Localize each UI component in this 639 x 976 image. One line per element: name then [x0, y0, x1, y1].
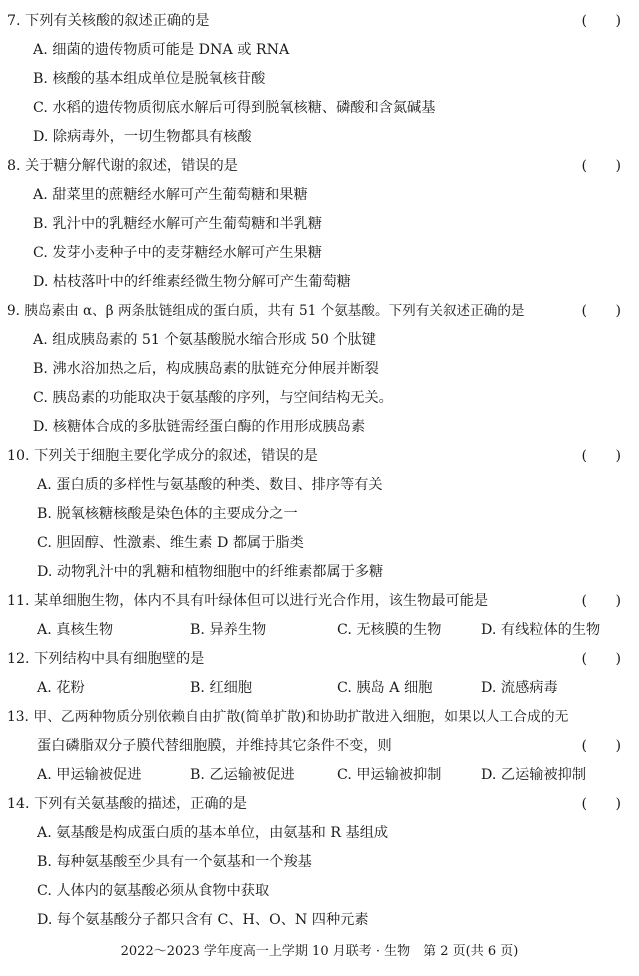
- question-8-stem: 8. 关于糖分解代谢的叙述，错误的是: [7, 158, 238, 174]
- question-13-answer-bracket: ( ): [581, 738, 621, 754]
- question-8-option-a: A. 甜菜里的蔗糖经水解可产生葡萄糖和果糖: [33, 187, 308, 203]
- question-11-stem: 11. 某单细胞生物，体内不具有叶绿体但可以进行光合作用，该生物最可能是: [7, 593, 489, 609]
- question-8-option-d: D. 枯枝落叶中的纤维素经微生物分解可产生葡萄糖: [33, 274, 351, 290]
- question-12-options-row: [0, 679, 639, 697]
- question-10-option-d: D. 动物乳汁中的乳糖和植物细胞中的纤维素都属于多糖: [37, 564, 384, 580]
- question-7-option-a: A. 细菌的遗传物质可能是 DNA 或 RNA: [33, 42, 290, 58]
- question-13-stem: 13. 甲、乙两种物质分别依赖自由扩散(简单扩散)和协助扩散进入细胞，如果以人工合成的无: [7, 709, 569, 725]
- question-7-stem: 7. 下列有关核酸的叙述正确的是: [7, 13, 210, 29]
- question-14-option-c: C. 人体内的氨基酸必须从食物中获取: [37, 883, 270, 899]
- question-14-option-d: D. 每个氨基酸分子都只含有 C、H、O、N 四种元素: [37, 912, 369, 928]
- question-13-option-b: B. 乙运输被促进: [190, 767, 295, 783]
- question-11-options-row: [0, 621, 639, 639]
- question-13-option-a: A. 甲运输被促进: [37, 767, 142, 783]
- question-12-option-c: C. 胰岛 A 细胞: [337, 680, 433, 696]
- question-10-answer-bracket: ( ): [581, 448, 621, 464]
- page-footer: 2022～2023 学年度高一上学期 10 月联考 · 生物 第 2 页(共 6 页): [120, 944, 519, 959]
- question-12-option-d: D. 流感病毒: [481, 680, 558, 696]
- question-12-option-b: B. 红细胞: [190, 680, 253, 696]
- question-7-option-b: B. 核酸的基本组成单位是脱氧核苷酸: [33, 71, 266, 87]
- question-9-option-d: D. 核糖体合成的多肽链需经蛋白酶的作用形成胰岛素: [33, 419, 366, 435]
- question-9-option-c: C. 胰岛素的功能取决于氨基酸的序列，与空间结构无关。: [33, 390, 393, 406]
- question-11-option-d: D. 有线粒体的生物: [481, 622, 601, 638]
- question-9-answer-bracket: ( ): [581, 303, 621, 319]
- question-8-answer-bracket: ( ): [581, 158, 621, 174]
- question-11-option-c: C. 无核膜的生物: [337, 622, 442, 638]
- question-7-answer-bracket: ( ): [581, 13, 621, 29]
- question-14-answer-bracket: ( ): [581, 796, 621, 812]
- question-9-option-a: A. 组成胰岛素的 51 个氨基酸脱水缩合形成 50 个肽键: [33, 332, 376, 348]
- question-13-option-c: C. 甲运输被抑制: [337, 767, 442, 783]
- question-13-options-row: [0, 766, 639, 784]
- question-10-option-a: A. 蛋白质的多样性与氨基酸的种类、数目、排序等有关: [37, 477, 383, 493]
- question-7-option-c: C. 水稻的遗传物质彻底水解后可得到脱氧核糖、磷酸和含氮碱基: [33, 100, 436, 116]
- question-11-answer-bracket: ( ): [581, 593, 621, 609]
- question-10-stem: 10. 下列关于细胞主要化学成分的叙述，错误的是: [7, 448, 318, 464]
- question-11-option-b: B. 异养生物: [190, 622, 267, 638]
- question-13-stem-continued: 蛋白磷脂双分子膜代替细胞膜，并维持其它条件不变，则: [37, 738, 392, 754]
- question-10-option-b: B. 脱氧核糖核酸是染色体的主要成分之一: [37, 506, 298, 522]
- question-14-option-b: B. 每种氨基酸至少具有一个氨基和一个羧基: [37, 854, 312, 870]
- question-11-option-a: A. 真核生物: [37, 622, 114, 638]
- question-14-option-a: A. 氨基酸是构成蛋白质的基本单位，由氨基和 R 基组成: [37, 825, 389, 841]
- question-10-option-c: C. 胆固醇、性激素、维生素 D 都属于脂类: [37, 535, 304, 551]
- question-12-option-a: A. 花粉: [37, 680, 85, 696]
- question-9-option-b: B. 沸水浴加热之后，构成胰岛素的肽链充分伸展并断裂: [33, 361, 379, 377]
- question-12-stem: 12. 下列结构中具有细胞壁的是: [7, 651, 205, 667]
- question-9-stem: 9. 胰岛素由 α、β 两条肽链组成的蛋白质，共有 51 个氨基酸。下列有关叙述正确的是: [7, 303, 525, 319]
- question-8-option-c: C. 发芽小麦种子中的麦芽糖经水解可产生果糖: [33, 245, 322, 261]
- question-7-option-d: D. 除病毒外，一切生物都具有核酸: [33, 129, 252, 145]
- question-13-option-d: D. 乙运输被抑制: [481, 767, 587, 783]
- question-8-option-b: B. 乳汁中的乳糖经水解可产生葡萄糖和半乳糖: [33, 216, 323, 232]
- question-12-answer-bracket: ( ): [581, 651, 621, 667]
- question-14-stem: 14. 下列有关氨基酸的描述，正确的是: [7, 796, 247, 812]
